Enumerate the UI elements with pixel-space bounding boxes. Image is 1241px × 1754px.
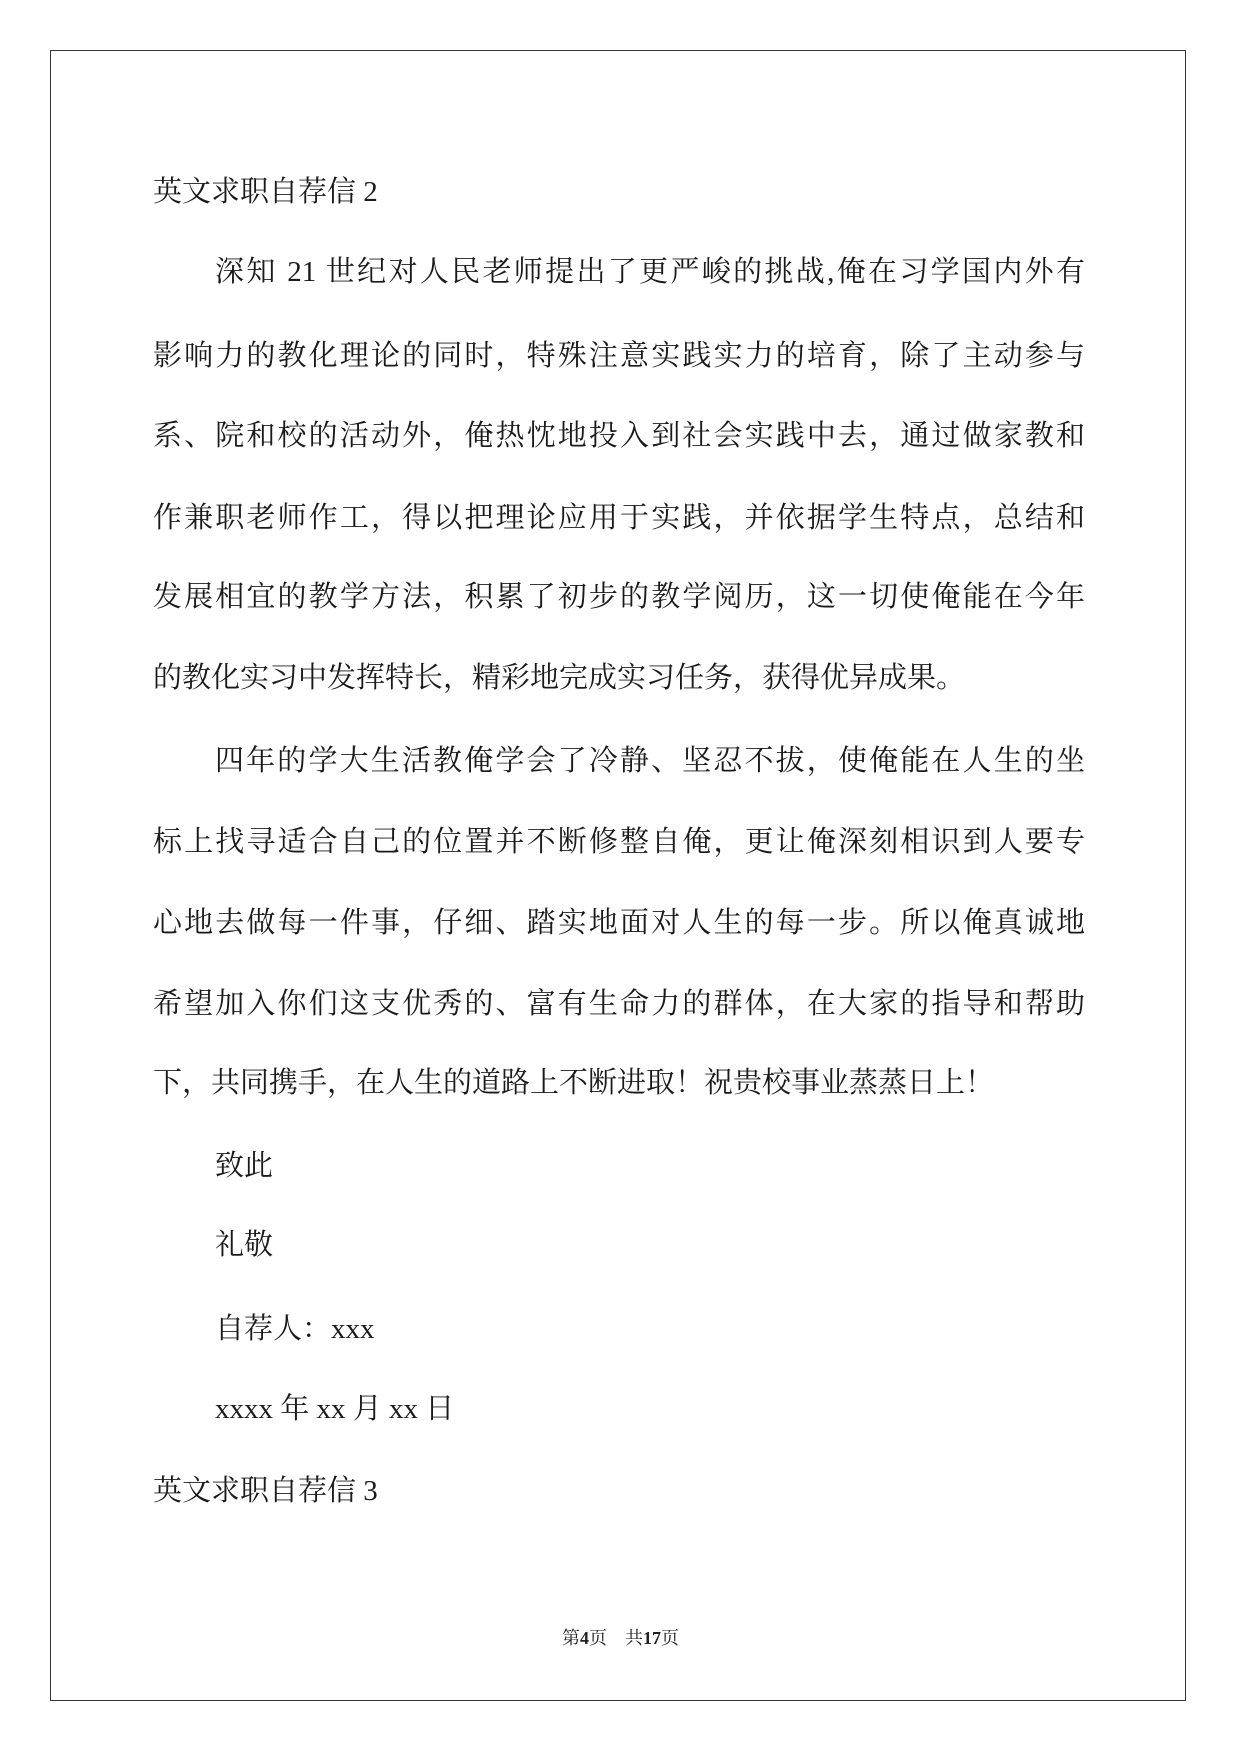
signature-line: 自荐人：xxx bbox=[215, 1313, 375, 1345]
page-border bbox=[50, 50, 1186, 1701]
paragraph-2-line: 下，共同携手，在人生的道路上不断进取！祝贵校事业蒸蒸日上！ bbox=[153, 1067, 995, 1099]
paragraph-1-line: 作兼职老师作工，得以把理论应用于实践，并依据学生特点，总结和 bbox=[153, 502, 1085, 534]
letter-3-title: 英文求职自荐信 3 bbox=[153, 1475, 378, 1507]
paragraph-1-line: 深知 21 世纪对人民老师提出了更严峻的挑战,俺在习学国内外有 bbox=[215, 256, 1085, 288]
footer-prefix: 第 bbox=[562, 1628, 580, 1648]
paragraph-1-line: 影响力的教化理论的同时，特殊注意实践实力的培育，除了主动参与 bbox=[153, 340, 1085, 372]
page-footer bbox=[0, 1626, 1241, 1650]
footer-total-pages: 17 bbox=[643, 1628, 661, 1648]
paragraph-2-line: 心地去做每一件事，仔细、踏实地面对人生的每一步。所以俺真诚地 bbox=[153, 907, 1085, 939]
paragraph-2-line: 四年的学大生活教俺学会了冷静、坚忍不拔，使俺能在人生的坐 bbox=[215, 745, 1085, 777]
letter-2-title: 英文求职自荐信 2 bbox=[153, 176, 378, 208]
paragraph-1-line: 的教化实习中发挥特长，精彩地完成实习任务，获得优异成果。 bbox=[153, 662, 966, 694]
salutation-line: 礼敬 bbox=[215, 1229, 274, 1261]
paragraph-2-line: 标上找寻适合自己的位置并不断修整自俺，更让俺深刻相识到人要专 bbox=[153, 826, 1085, 858]
paragraph-2-line: 希望加入你们这支优秀的、富有生命力的群体，在大家的指导和帮助 bbox=[153, 988, 1085, 1020]
closing-line: 致此 bbox=[215, 1150, 274, 1182]
footer-total-prefix: 共 bbox=[625, 1628, 643, 1648]
paragraph-1-line: 系、院和校的活动外，俺热忱地投入到社会实践中去，通过做家教和 bbox=[153, 420, 1085, 452]
footer-page-number: 4 bbox=[580, 1628, 589, 1648]
footer-page-suffix: 页 bbox=[589, 1628, 607, 1648]
paragraph-1-line: 发展相宜的教学方法，积累了初步的教学阅历，这一切使俺能在今年 bbox=[153, 581, 1085, 613]
footer-total-suffix: 页 bbox=[661, 1628, 679, 1648]
date-line: xxxx 年 xx 月 xx 日 bbox=[215, 1393, 455, 1425]
